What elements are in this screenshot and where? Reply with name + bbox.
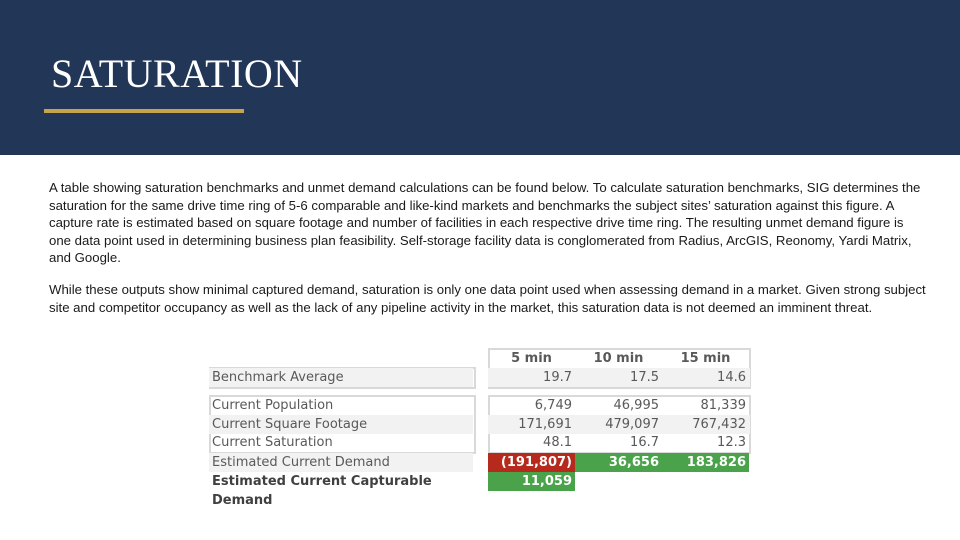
table-cell: 19.7: [543, 370, 572, 385]
estimated-demand-row: [488, 453, 750, 472]
page-title: SATURATION: [51, 51, 303, 96]
column-header: 10 min: [593, 351, 644, 366]
positive-demand-cell: 36,656: [575, 453, 662, 472]
population-row: [488, 396, 750, 415]
table-cell: 767,432: [692, 417, 746, 432]
table-cell: 12.3: [717, 435, 746, 450]
table-cell: 17.5: [630, 370, 659, 385]
saturation-row: [488, 433, 750, 452]
title-underline: [44, 109, 244, 113]
table-cell: 479,097: [605, 417, 659, 432]
capturable-demand-row: [488, 472, 750, 491]
column-headers: [488, 349, 750, 368]
header-banner: [0, 0, 960, 155]
table-cell: 14.6: [717, 370, 746, 385]
estimated-demand-label: Estimated Current Demand: [209, 453, 473, 472]
table-cell: 16.7: [630, 435, 659, 450]
negative-demand-cell: (191,807): [488, 453, 575, 472]
benchmark-label: Benchmark Average: [209, 368, 473, 387]
population-label: Current Population: [212, 398, 334, 413]
table-cell: 171,691: [518, 417, 572, 432]
positive-demand-cell: 183,826: [662, 453, 749, 472]
column-header: 5 min: [511, 351, 552, 366]
square-footage-label: Current Square Footage: [209, 415, 473, 434]
capturable-demand-label: Estimated Current Capturable Demand: [212, 474, 432, 508]
benchmark-row: [488, 368, 750, 387]
summary-paragraph: While these outputs show minimal captured demand, saturation is only one data point used when assessing demand in a market. Given strong subject site and competitor occupancy as well as the lack of any pipeline activity in the market, this saturation data is not deemed an imminent threat.: [49, 282, 926, 315]
saturation-label: Current Saturation: [212, 435, 333, 450]
square-footage-row: [488, 415, 750, 434]
table-cell: 48.1: [543, 435, 572, 450]
column-header: 15 min: [680, 351, 731, 366]
table-cell: 46,995: [613, 398, 659, 413]
table-cell: 6,749: [534, 398, 572, 413]
capturable-demand-cell: 11,059: [488, 472, 575, 491]
intro-paragraph: A table showing saturation benchmarks and unmet demand calculations can be found below. To calculate saturation benchmarks, SIG determines the saturation for the same drive time ring of 5-6 comparable and like-kind markets and benchmarks the subject sites’ saturation against this figure. A capture rate is estimated based on square footage and number of facilities in each respective drive time ring. The resulting unmet demand figure is one data point used in determining business plan feasibility. Self-storage facility data is conglomerated from Radius, ArcGIS, Reonomy, Yardi Matrix, and Google.: [49, 180, 921, 265]
table-cell: 81,339: [700, 398, 746, 413]
